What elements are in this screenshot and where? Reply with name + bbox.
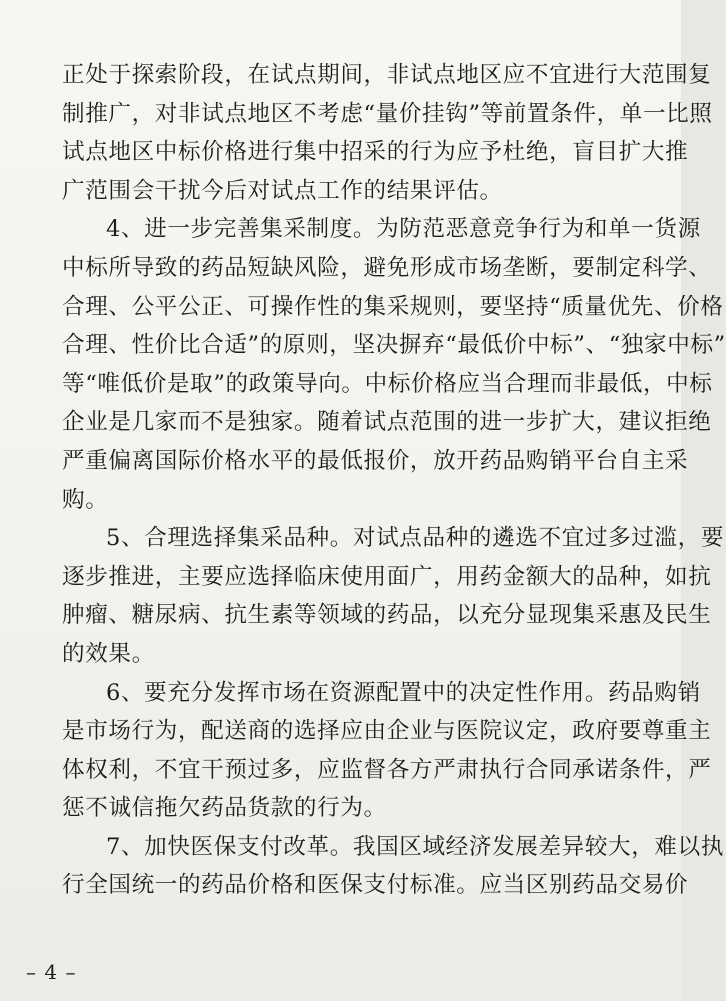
text-line: 制推广，对非试点地区不考虑“量价挂钩”等前置条件，单一比照: [62, 100, 713, 127]
text-line: 是市场行为，配送商的选择应由企业与医院议定，政府要尊重主: [62, 718, 712, 745]
text-line: 肿瘤、糖尿病、抗生素等领域的药品，以充分显现集采惠及民生: [62, 602, 712, 629]
text-line: 合理、公平公正、可操作性的集采规则，要坚持“质量优先、价格: [62, 293, 724, 320]
text-line: 等“唯低价是取”的政策导向。中标价格应当合理而非最低，中标: [62, 370, 713, 397]
text-line: 行全国统一的药品价格和医保支付标准。应当区别药品交易价: [62, 872, 689, 899]
text-line: 购。: [62, 486, 109, 513]
paragraph-5-start: 5、合理选择集采品种。对试点品种的遴选不宜过多过滥，要: [106, 525, 725, 552]
page-number: – 4 –: [26, 960, 77, 984]
text-line: 试点地区中标价格进行集中招采的行为应予杜绝，盲目扩大推: [62, 139, 689, 166]
text-line: 企业是几家而不是独家。随着试点范围的进一步扩大，建议拒绝: [62, 409, 712, 436]
text-line: 中标所导致的药品短缺风险，避免形成市场垄断，要制定科学、: [62, 254, 712, 281]
paragraph-6-start: 6、要充分发挥市场在资源配置中的决定性作用。药品购销: [106, 679, 701, 706]
text-line: 逐步推进，主要应选择临床使用面广，用药金额大的品种，如抗: [62, 563, 712, 590]
text-line: 合理、性价比合适”的原则，坚决摒弃“最低价中标”、“独家中标”: [62, 332, 726, 359]
paragraph-4-start: 4、进一步完善集采制度。为防范恶意竞争行为和单一货源: [106, 216, 701, 243]
text-line: 正处于探索阶段，在试点期间，非试点地区应不宜进行大范围复: [62, 62, 712, 88]
text-line: 体权利，不宜干预过多，应监督各方严肃执行合同承诺条件，严: [62, 756, 712, 783]
text-line: 的效果。: [62, 640, 155, 667]
text-line: 惩不诚信拖欠药品货款的行为。: [62, 795, 387, 822]
paragraph-7-start: 7、加快医保支付改革。我国区域经济发展差异较大，难以执: [106, 833, 725, 860]
text-line: 广范围会干扰今后对试点工作的结果评估。: [62, 177, 503, 204]
text-line: 严重偏离国际价格水平的最低报价，放开药品购销平台自主采: [62, 447, 689, 474]
